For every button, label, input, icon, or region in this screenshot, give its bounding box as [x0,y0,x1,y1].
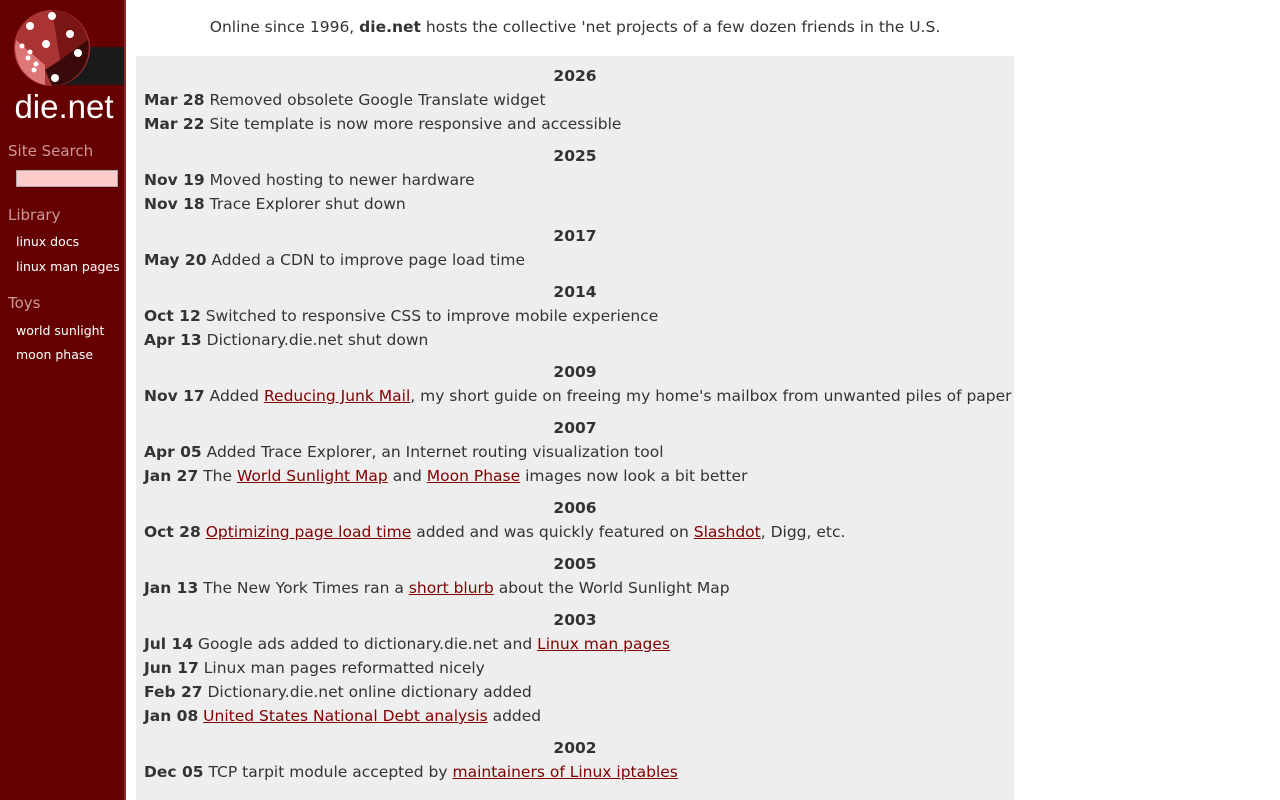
news-text: Added [209,387,264,405]
news-text: TCP tarpit module accepted by [208,763,453,781]
year-heading: 2003 [553,611,597,629]
news-link[interactable]: United States National Debt analysis [203,707,488,725]
news-text: Switched to responsive CSS to improve mobile experience [205,307,659,325]
toys-heading: Toys [8,294,41,312]
news-item [136,576,1014,600]
news-text: about the World Sunlight Map [493,579,730,597]
news-date: Feb 27 [144,683,203,701]
news-item [136,328,1014,352]
news-item [136,192,1014,216]
year-heading: 2006 [553,499,597,517]
news-date: Dec 05 [144,763,204,781]
news-item [136,440,1014,464]
news-text: , Digg, etc. [760,523,846,541]
site-search-label: Site Search [8,142,94,160]
news-item [136,384,1014,408]
news-date: Nov 17 [144,387,205,405]
year-heading: 2007 [553,419,597,437]
news-text: Google ads added to dictionary.die.net and [198,635,538,653]
news-text: Trace Explorer shut down [209,195,406,213]
library-heading: Library [8,206,61,224]
year-heading: 2025 [553,147,597,165]
news-text: Dictionary.die.net online dictionary added [207,683,532,701]
news-item [136,112,1014,136]
site-search-input[interactable] [16,170,118,187]
news-date: Jun 17 [144,659,199,677]
year-heading: 2009 [553,363,597,381]
news-item [136,304,1014,328]
news-text: The New York Times ran a [203,579,409,597]
news-date: Apr 13 [144,331,202,349]
news-text: and [387,467,427,485]
intro-pre: Online since 1996, [209,18,360,36]
news-list [136,56,1014,800]
news-date: Nov 19 [144,171,205,189]
news-item [136,760,1014,784]
news-date: Jan 27 [144,467,199,485]
year-heading: 2017 [553,227,597,245]
news-text: , my short guide on freeing my home's mailbox from unwanted piles of paper [410,387,1012,405]
news-date: Mar 22 [144,115,205,133]
news-link[interactable]: Reducing Junk Mail [263,387,411,405]
dice-logo-icon [0,0,124,130]
news-item [136,88,1014,112]
sidebar-link-moon-phase[interactable]: moon phase [16,347,94,362]
news-item [136,680,1014,704]
news-date: Oct 28 [144,523,201,541]
news-date: Apr 05 [144,443,202,461]
intro-text [136,18,1014,36]
news-text: Removed obsolete Google Translate widget [209,91,546,109]
news-text: images now look a bit better [520,467,748,485]
news-item [136,520,1014,544]
news-item [136,464,1014,488]
news-date: Nov 18 [144,195,205,213]
news-date: Oct 12 [144,307,201,325]
intro-brand: die.net [359,18,421,36]
news-item [136,168,1014,192]
svg-text:die.net: die.net [14,88,114,125]
news-link[interactable]: short blurb [408,579,494,597]
year-heading: 2002 [553,739,597,757]
news-link[interactable]: maintainers of Linux iptables [452,763,678,781]
news-item [136,248,1014,272]
year-heading: 2005 [553,555,597,573]
year-heading: 2014 [553,283,597,301]
die-net-logo[interactable] [0,0,124,130]
news-text: Added a CDN to improve page load time [211,251,526,269]
news-text: Dictionary.die.net shut down [206,331,429,349]
news-link[interactable]: Optimizing page load time [205,523,412,541]
news-item [136,704,1014,728]
news-text: Linux man pages reformatted nicely [203,659,485,677]
news-text: The [203,467,237,485]
news-text: Added Trace Explorer, an Internet routing visualization tool [206,443,664,461]
sidebar [0,0,126,800]
news-text: added [487,707,542,725]
news-date: Jan 13 [144,579,199,597]
news-text: added and was quickly featured on [411,523,694,541]
news-link[interactable]: Moon Phase [426,467,521,485]
news-text: Moved hosting to newer hardware [209,171,475,189]
news-link[interactable]: Slashdot [693,523,761,541]
news-text: Site template is now more responsive and accessible [209,115,622,133]
news-date: Jul 14 [144,635,194,653]
news-item [136,632,1014,656]
news-date: Mar 28 [144,91,205,109]
news-date: Jan 08 [144,707,199,725]
news-item [136,656,1014,680]
news-date: May 20 [144,251,207,269]
news-link[interactable]: Linux man pages [537,635,670,653]
sidebar-link-world-sunlight[interactable]: world sunlight [16,323,105,338]
sidebar-link-linux-docs[interactable]: linux docs [16,234,80,249]
year-heading: 2026 [553,67,597,85]
news-link[interactable]: World Sunlight Map [236,467,388,485]
intro-post: hosts the collective 'net projects of a few dozen friends in the U.S. [420,18,941,36]
sidebar-link-linux-man-pages[interactable]: linux man pages [16,259,120,274]
